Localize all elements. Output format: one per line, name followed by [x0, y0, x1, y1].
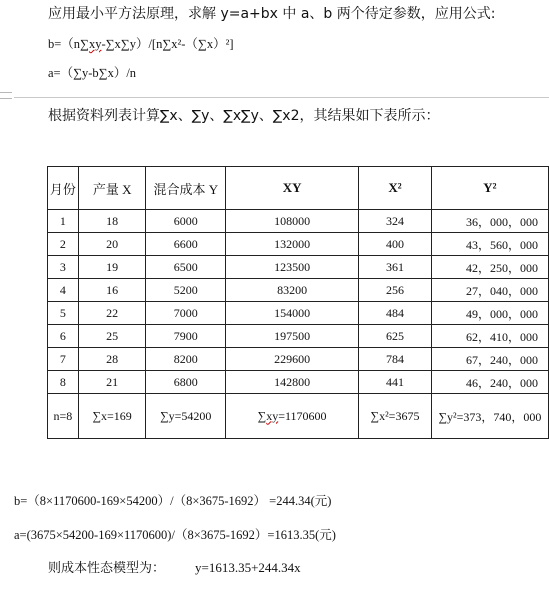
- cell-month: 6: [48, 325, 79, 348]
- cell-x-squared: 784: [359, 348, 432, 371]
- total-sum-xy-prefix: ∑: [257, 408, 267, 423]
- cell-x-squared: 324: [359, 210, 432, 233]
- cell-mixed-cost-y: 7900: [146, 325, 226, 348]
- cell-month: 5: [48, 302, 79, 325]
- cell-mixed-cost-y: 6800: [146, 371, 226, 394]
- cell-xy: 83200: [226, 279, 359, 302]
- cell-xy: 123500: [226, 256, 359, 279]
- formula-b-rest: -∑x∑y）/[n∑x²-（∑x）²]: [101, 37, 234, 51]
- cell-xy: 108000: [226, 210, 359, 233]
- cell-month: 7: [48, 348, 79, 371]
- cell-y-squared: 43，560，000: [431, 233, 548, 256]
- cell-xy: 142800: [226, 371, 359, 394]
- formula-b: [48, 34, 233, 52]
- cell-x-squared: 625: [359, 325, 432, 348]
- calc-intro: 根据资料列表计算∑x、∑y、∑x∑y、∑x2，其结果如下表所示：: [48, 108, 440, 124]
- total-sum-y-squared: ∑y²=373，740，000: [431, 394, 548, 439]
- table-totals-row: [48, 394, 549, 439]
- table-row: [48, 233, 549, 256]
- total-sum-x-squared: ∑x²=3675: [359, 394, 432, 439]
- cell-output-x: 22: [78, 302, 146, 325]
- cell-month: 3: [48, 256, 79, 279]
- formula-a: a=（∑y-b∑x）/n: [48, 66, 137, 80]
- cell-output-x: 18: [78, 210, 146, 233]
- cell-y-squared: 36，000，000: [431, 210, 548, 233]
- header-xy: XY: [226, 167, 359, 210]
- header-output-x: 产量 X: [78, 167, 146, 210]
- table-row: [48, 325, 549, 348]
- cell-x-squared: 484: [359, 302, 432, 325]
- cost-model-label: 则成本性态模型为：: [48, 561, 166, 576]
- header-y-squared: Y²: [431, 167, 548, 210]
- cell-output-x: 28: [78, 348, 146, 371]
- total-sum-y: ∑y=54200: [146, 394, 226, 439]
- cell-x-squared: 256: [359, 279, 432, 302]
- header-mixed-cost-y: 混合成本 Y: [146, 167, 226, 210]
- data-table: [47, 166, 549, 439]
- cell-y-squared: 49，000，000: [431, 302, 548, 325]
- cell-output-x: 16: [78, 279, 146, 302]
- total-n: n=8: [48, 394, 79, 439]
- cell-xy: 132000: [226, 233, 359, 256]
- cell-mixed-cost-y: 6000: [146, 210, 226, 233]
- cost-model-equation: y=1613.35+244.34x: [195, 560, 301, 575]
- cell-xy: 154000: [226, 302, 359, 325]
- total-sum-xy-wavy: xy: [266, 408, 279, 423]
- cell-month: 1: [48, 210, 79, 233]
- cell-y-squared: 42，250，000: [431, 256, 548, 279]
- cell-month: 8: [48, 371, 79, 394]
- header-x-squared: X²: [359, 167, 432, 210]
- cell-mixed-cost-y: 7000: [146, 302, 226, 325]
- cell-y-squared: 46，240，000: [431, 371, 548, 394]
- cell-x-squared: 361: [359, 256, 432, 279]
- table-row: [48, 371, 549, 394]
- cell-y-squared: 67，240，000: [431, 348, 548, 371]
- cell-output-x: 19: [78, 256, 146, 279]
- cell-mixed-cost-y: 6600: [146, 233, 226, 256]
- cell-x-squared: 441: [359, 371, 432, 394]
- cell-mixed-cost-y: 5200: [146, 279, 226, 302]
- formula-b-prefix: b=（n∑: [48, 37, 89, 51]
- total-sum-xy: [226, 394, 359, 439]
- cell-mixed-cost-y: 8200: [146, 348, 226, 371]
- intro-text: 应用最小平方法原理，求解 y=a+bx 中 a、b 两个待定参数，应用公式:: [48, 6, 496, 22]
- table-header-row: [48, 167, 549, 210]
- table-row: [48, 279, 549, 302]
- paragraph-margin-mark: [0, 92, 12, 99]
- cell-y-squared: 62，410，000: [431, 325, 548, 348]
- total-sum-x: ∑x=169: [78, 394, 146, 439]
- result-a: a=(3675×54200-169×1170600)/（8×3675-1692）=1613.35(元): [14, 528, 336, 542]
- table-row: [48, 302, 549, 325]
- table-row: [48, 210, 549, 233]
- cell-y-squared: 27，040，000: [431, 279, 548, 302]
- formula-b-xy: xy: [88, 37, 102, 51]
- cell-month: 4: [48, 279, 79, 302]
- cell-output-x: 21: [78, 371, 146, 394]
- cell-output-x: 20: [78, 233, 146, 256]
- page-divider: [14, 97, 549, 98]
- cell-mixed-cost-y: 6500: [146, 256, 226, 279]
- cell-output-x: 25: [78, 325, 146, 348]
- table-row: [48, 256, 549, 279]
- cell-x-squared: 400: [359, 233, 432, 256]
- cell-xy: 197500: [226, 325, 359, 348]
- result-b: b=（8×1170600-169×54200）/（8×3675-1692） =244.34(元): [14, 494, 332, 508]
- cost-model: [48, 557, 301, 576]
- table-row: [48, 348, 549, 371]
- cell-xy: 229600: [226, 348, 359, 371]
- total-sum-xy-suffix: =1170600: [278, 408, 327, 423]
- header-month: 月份: [48, 167, 79, 210]
- cell-month: 2: [48, 233, 79, 256]
